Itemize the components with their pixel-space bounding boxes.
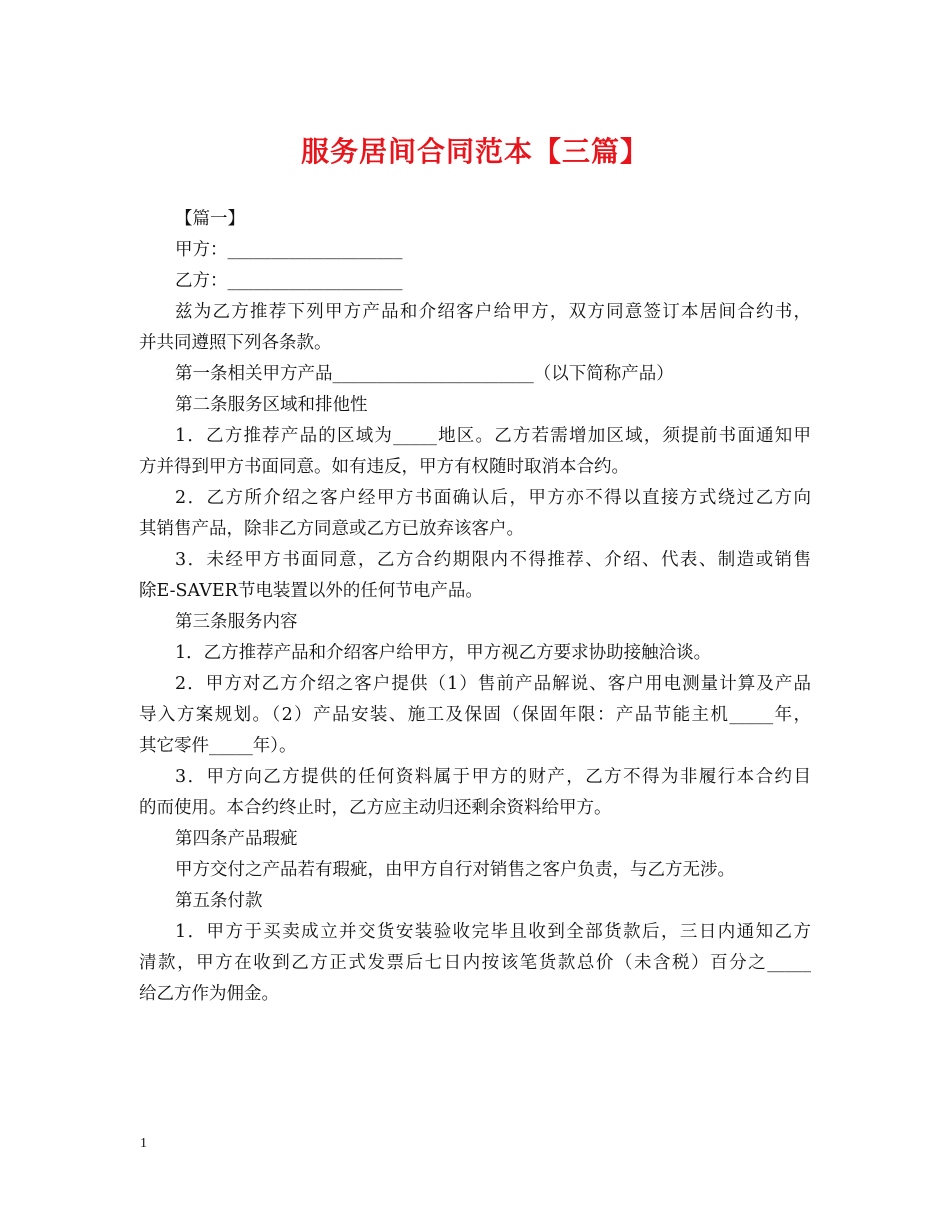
text-line: 2．乙方所介绍之客户经甲方书面确认后，甲方亦不得以直接方式绕过乙方向 — [175, 488, 811, 508]
text-line: 3．未经甲方书面同意，乙方合约期限内不得推荐、介绍、代表、制造或销售 — [175, 550, 811, 570]
text-line: 1．甲方于买卖成立并交货安装验收完毕且收到全部货款后，三日内通知乙方 — [175, 922, 811, 942]
text-line: 2．甲方对乙方介绍之客户提供（1）售前产品解说、客户用电测量计算及产品 — [175, 674, 811, 694]
page-number: 1 — [140, 1136, 147, 1151]
text-line: 第一条相关甲方产品_______________________（以下简称产品） — [175, 364, 674, 384]
text-line: 3．甲方向乙方提供的任何资料属于甲方的财产，乙方不得为非履行本合约目 — [175, 767, 811, 787]
text-line: 甲方交付之产品若有瑕疵，由甲方自行对销售之客户负责，与乙方无涉。 — [175, 860, 735, 880]
text-line: 1．乙方推荐产品的区域为_____地区。乙方若需增加区域，须提前书面通知甲 — [175, 426, 811, 446]
document-body — [139, 204, 811, 1010]
text-line: 其销售产品，除非乙方同意或乙方已放弃该客户。 — [139, 519, 524, 539]
text-line: 甲方：____________________ — [175, 240, 403, 260]
text-line: 其它零件_____年）。 — [139, 736, 297, 756]
text-line: 乙方：____________________ — [175, 271, 403, 291]
text-line: 除E-SAVER节电装置以外的任何节电产品。 — [139, 581, 483, 601]
text-line: 的而使用。本合约终止时，乙方应主动归还剩余资料给甲方。 — [139, 798, 612, 818]
text-line: 兹为乙方推荐下列甲方产品和介绍客户给甲方，双方同意签订本居间合约书， — [175, 302, 811, 322]
text-line: 第二条服务区域和排他性 — [175, 395, 368, 415]
text-line: 1．乙方推荐产品和介绍客户给甲方，甲方视乙方要求协助接触洽谈。 — [175, 643, 712, 663]
text-line: 导入方案规划。（2）产品安装、施工及保固（保固年限：产品节能主机_____年， — [139, 705, 811, 725]
text-line: 方并得到甲方书面同意。如有违反，甲方有权随时取消本合约。 — [139, 457, 629, 477]
text-line: 第三条服务内容 — [175, 612, 298, 632]
text-line: 【篇一】 — [175, 209, 245, 229]
text-line: 给乙方作为佣金。 — [139, 984, 279, 1004]
text-line: 并共同遵照下列各条款。 — [139, 333, 332, 353]
text-line: 第五条付款 — [175, 891, 263, 911]
text-line: 第四条产品瑕疵 — [175, 829, 298, 849]
document-title: 服务居间合同范本【三篇】 — [300, 135, 649, 168]
text-line: 清款，甲方在收到乙方正式发票后七日内按该笔货款总价（未含税）百分之_____ — [139, 953, 811, 973]
